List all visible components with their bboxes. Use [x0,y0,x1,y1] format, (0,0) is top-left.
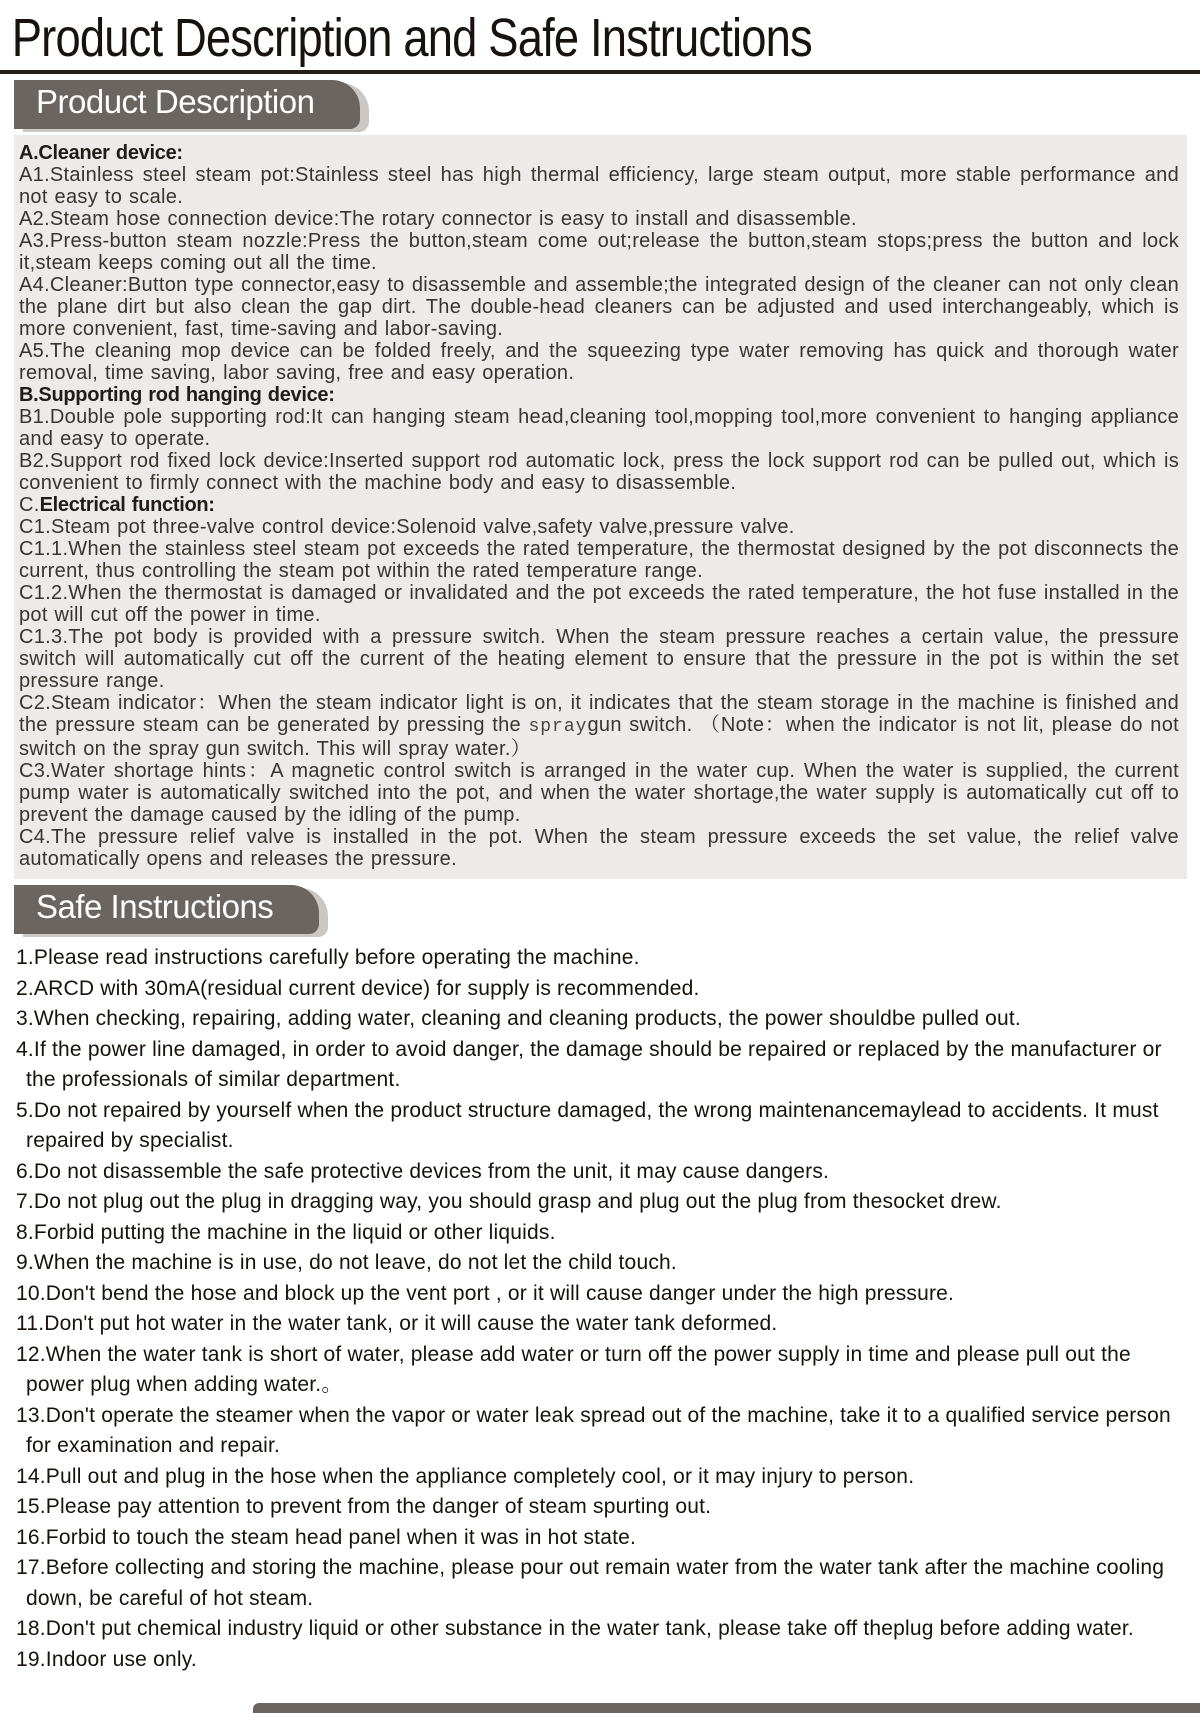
paragraph [19,406,1179,450]
paragraph [19,494,1179,516]
paragraph [19,450,1179,494]
text-segment: C4.The pressure relief valve is installed in the pot. When the steam pressure exceeds the set value, the relief valve automatically opens and releases the pressure. [19,826,1179,870]
text-segment: C. [19,494,40,516]
paragraph [19,760,1179,826]
list-item: 8.Forbid putting the machine in the liquid or other liquids. [16,1220,556,1244]
list-item: 6.Do not disassemble the safe protective devices from the unit, it may cause dangers. [16,1159,830,1183]
mono-text-segment: spray [528,717,588,737]
text-segment: A3.Press-button steam nozzle:Press the button,steam come out;release the button,steam stops;press the button and lock it,steam keeps coming out all the time. [19,230,1179,274]
list-item: 19.Indoor use only. [16,1647,197,1671]
paragraph [19,582,1179,626]
text-segment: C1.3.The pot body is provided with a pressure switch. When the steam pressure reaches a certain value, the pressure switch will automatically cut off the current of the heating element to ensure that the pressure in the pot is within the set pressure range. [19,626,1179,692]
text-segment: B2.Support rod fixed lock device:Inserted support rod automatic lock, press the lock support rod can be pulled out, which is convenient to firmly connect with the machine body and easy to disassemble. [19,450,1179,494]
list-item: 10.Don't bend the hose and block up the vent port , or it will cause danger under the high pressure. [16,1281,955,1305]
paragraph [19,164,1179,208]
text-segment: A2.Steam hose connection device:The rotary connector is easy to install and disassemble. [19,208,857,230]
list-item: 17.Before collecting and storing the machine, please pour out remain water from the water tank after the machine cooling down, be careful of hot steam. [16,1556,1165,1610]
paragraph [19,208,1179,230]
list-item: 7.Do not plug out the plug in dragging way, you should grasp and plug out the plug from thesocket drew. [16,1190,1002,1213]
paragraph [19,626,1179,692]
list-item: 3.When checking, repairing, adding water, cleaning and cleaning products, the power shouldbe pulled out. [16,1007,1021,1030]
text-segment: A4.Cleaner:Button type connector,easy to disassemble and assemble;the integrated design of the cleaner can not only clean the plane dirt but also clean the gap dirt. The double-head cleaners can be adjusted and used interchangeably, which is more convenient, fast, time-saving and labor-saving. [19,274,1179,340]
text-segment: C1.1.When the stainless steel steam pot exceeds the rated temperature, the thermostat designed by the pot disconnects the current, thus controlling the steam pot within the rated temperature range. [19,538,1179,582]
paragraph [19,230,1179,274]
list-item: 14.Pull out and plug in the hose when the appliance completely cool, or it may injury to person. [16,1464,915,1488]
paragraph [19,340,1179,384]
list-item: 11.Don't put hot water in the water tank, or it will cause the water tank deformed. [16,1312,778,1335]
text-segment: C1.Steam pot three-valve control device:Solenoid valve,safety valve,pressure valve. [19,516,795,538]
paragraph [19,142,1179,164]
title-divider [0,70,1200,74]
safe-instructions-list [16,943,1188,1675]
list-item: 4.If the power line damaged, in order to avoid danger, the damage should be repaired or replaced by the manufacturer or the professionals of similar department. [16,1037,1162,1091]
section-header-label: Product Description [36,83,315,120]
paragraph [19,516,1179,538]
paragraph [19,538,1179,582]
list-item: 13.Don't operate the steamer when the vapor or water leak spread out of the machine, take it to a qualified service person for examination and repair. [16,1403,1171,1457]
text-segment: C2.Steam indicator：When the steam indicator light is on, it indicates that the steam storage in the machine is finished and the pressure steam can be generated by pressing the [19,692,1179,736]
list-item: 18.Don't put chemical industry liquid or other substance in the water tank, please take off theplug before adding water. [16,1617,1134,1640]
section-header-safe-instructions [14,885,319,934]
paragraph [19,826,1179,870]
bold-text-segment: Electrical function: [39,494,215,516]
list-item: 5.Do not repaired by yourself when the product structure damaged, the wrong maintenancemaylead to accidents. It must repaired by specialist. [16,1098,1159,1152]
text-segment: A5.The cleaning mop device can be folded freely, and the squeezing type water removing has quick and thorough water removal, time saving, labor saving, free and easy operation. [19,340,1179,384]
list-item: 2.ARCD with 30mA(residual current device) for supply is recommended. [16,976,700,1000]
product-description-body [14,135,1187,879]
paragraph [19,692,1179,760]
text-segment: B1.Double pole supporting rod:It can hanging steam head,cleaning tool,mopping tool,more convenient to hanging appliance and easy to operate. [19,406,1179,450]
list-item: 16.Forbid to touch the steam head panel when it was in hot state. [16,1525,637,1549]
list-item: 15.Please pay attention to prevent from the danger of steam spurting out. [16,1495,712,1518]
text-segment: gun switch. （Note：when the indicator is not lit, please do not switch on the spray gun switch. This will spray water.） [19,714,1179,760]
bold-text-segment: A.Cleaner device: [19,142,183,164]
paragraph [19,274,1179,340]
text-segment: C1.2.When the thermostat is damaged or invalidated and the pot exceeds the rated temperature, the hot fuse installed in the pot will cut off the power in time. [19,582,1179,626]
paragraph [19,384,1179,406]
page-title: Product Description and Safe Instructions [11,8,812,68]
section-header-product-description [14,80,360,129]
list-item: 12.When the water tank is short of water, please add water or turn off the power supply in time and please pull out the power plug when adding water.。 [16,1342,1131,1396]
text-segment: A1.Stainless steel steam pot:Stainless steel has high thermal efficiency, large steam output, more stable performance and not easy to scale. [19,164,1179,208]
text-segment: C3.Water shortage hints：A magnetic control switch is arranged in the water cup. When the water is supplied, the current pump water is automatically switched into the pot, and when the water shortage,the water supply is automatically cut off to prevent the damage caused by the idling of the pump. [19,760,1179,826]
list-item: 9.When the machine is in use, do not leave, do not let the child touch. [16,1251,677,1274]
list-item: 1.Please read instructions carefully before operating the machine. [16,946,640,969]
section-header-label: Safe Instructions [36,888,274,925]
next-section-partial-bar [253,1703,1200,1713]
bold-text-segment: B.Supporting rod hanging device: [19,384,335,406]
